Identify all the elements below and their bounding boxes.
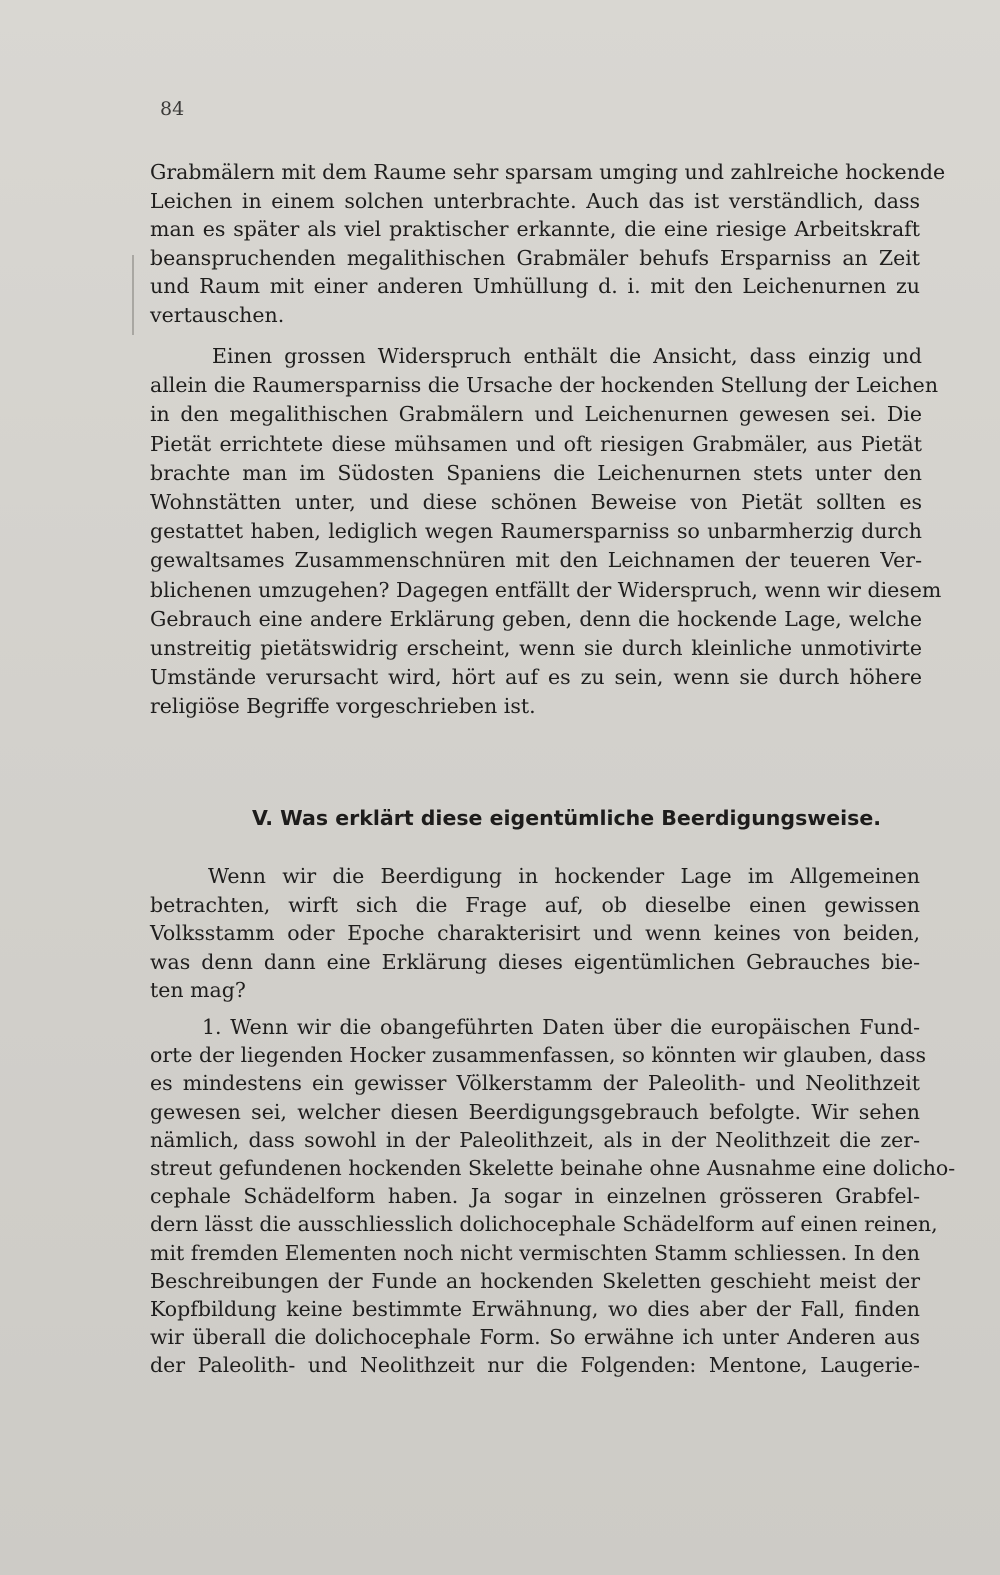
text-line: man es später als viel praktischer erkannte, die eine riesige Arbeitskraft [150, 217, 920, 242]
text-line: wir überall die dolichocephale Form. So erwähne ich unter Anderen aus [150, 1325, 920, 1350]
text-line: 1. Wenn wir die obangeführten Daten über die europäischen Fund- [202, 1015, 920, 1039]
paragraph-point-1 [150, 1013, 956, 1380]
text-line: unstreitig pietätswidrig erscheint, wenn sie durch kleinliche unmotivirte [150, 636, 922, 661]
text-line: Grabmälern mit dem Raume sehr sparsam umging und zahlreiche hockende [150, 160, 946, 184]
text-line: der Paleolith- und Neolithzeit nur die Folgenden: Mentone, Laugerie- [150, 1353, 920, 1378]
text-line: Pietät errichtete diese mühsamen und oft riesigen Grabmäler, aus Pietät [150, 431, 922, 456]
text-line: brachte man im Südosten Spaniens die Leichenurnen stets unter den [150, 460, 922, 485]
text-line: Leichen in einem solchen unterbrachte. Auch das ist verständlich, dass [150, 188, 920, 213]
paragraph-continuation [150, 158, 946, 330]
text-line: Wohnstätten unter, und diese schönen Beweise von Pietät sollten es [150, 490, 922, 515]
text-line: mit fremden Elementen noch nicht vermischten Stamm schliessen. In den [150, 1240, 920, 1265]
text-line: und Raum mit einer anderen Umhüllung d. i. mit den Leichenurnen zu [150, 274, 920, 299]
text-line: gewesen sei, welcher diesen Beerdigungsgebrauch befolgte. Wir sehen [150, 1099, 920, 1124]
text-line: gestattet haben, lediglich wegen Raumersparniss so unbarmherzig durch [150, 519, 922, 544]
text-line: orte der liegenden Hocker zusammenfassen, so könnten wir glauben, dass [150, 1043, 927, 1068]
text-line: Wenn wir die Beerdigung in hockender Lage im Allgemeinen [208, 864, 920, 888]
text-line: cephale Schädelform haben. Ja sogar in einzelnen grösseren Grabfel- [150, 1184, 920, 1209]
text-line: vertauschen. [150, 302, 285, 327]
page-number: 84 [160, 98, 185, 120]
text-line: allein die Raumersparniss die Ursache der hockenden Stellung der Leichen [150, 373, 939, 398]
paragraph-contradiction [150, 342, 942, 722]
text-line: in den megalithischen Grabmälern und Leichenurnen gewesen sei. Die [150, 402, 922, 427]
section-heading: V. Was erklärt diese eigentümliche Beerdigungsweise. [252, 806, 882, 830]
text-line: betrachten, wirft sich die Frage auf, ob dieselbe einen gewissen [150, 892, 920, 917]
text-line: Gebrauch eine andere Erklärung geben, denn die hockende Lage, welche [150, 606, 922, 631]
text-line: beanspruchenden megalithischen Grabmäler behufs Ersparniss an Zeit [150, 245, 920, 270]
text-line: Kopfbildung keine bestimmte Erwähnung, wo dies aber der Fall, finden [150, 1297, 920, 1322]
text-line: nämlich, dass sowohl in der Paleolithzeit, als in der Neolithzeit die zer- [150, 1127, 920, 1152]
text-line: dern lässt die ausschliesslich dolichocephale Schädelform auf einen reinen, [150, 1212, 938, 1237]
text-line: was denn dann eine Erklärung dieses eigentümlichen Gebrauches bie- [150, 949, 920, 974]
text-line: Umstände verursacht wird, hört auf es zu sein, wenn sie durch höhere [150, 665, 922, 690]
text-line: blichenen umzugehen? Dagegen entfällt der Widerspruch, wenn wir diesem [150, 577, 942, 602]
text-line: ten mag? [150, 978, 246, 1002]
text-line: streut gefundenen hockenden Skelette beinahe ohne Ausnahme eine dolicho- [150, 1156, 956, 1181]
text-line: Einen grossen Widerspruch enthält die Ansicht, dass einzig und [212, 344, 922, 368]
text-line: Volksstamm oder Epoche charakterisirt und wenn keines von beiden, [150, 921, 920, 945]
text-line: es mindestens ein gewisser Völkerstamm der Paleolith- und Neolithzeit [150, 1071, 920, 1096]
paragraph-question [150, 862, 928, 1005]
margin-pencil-mark [132, 255, 134, 335]
text-line: religiöse Begriffe vorgeschrieben ist. [150, 694, 536, 719]
text-line: gewaltsames Zusammenschnüren mit den Leichnamen der teueren Ver- [150, 548, 922, 573]
text-line: Beschreibungen der Funde an hockenden Skeletten geschieht meist der [150, 1268, 920, 1293]
